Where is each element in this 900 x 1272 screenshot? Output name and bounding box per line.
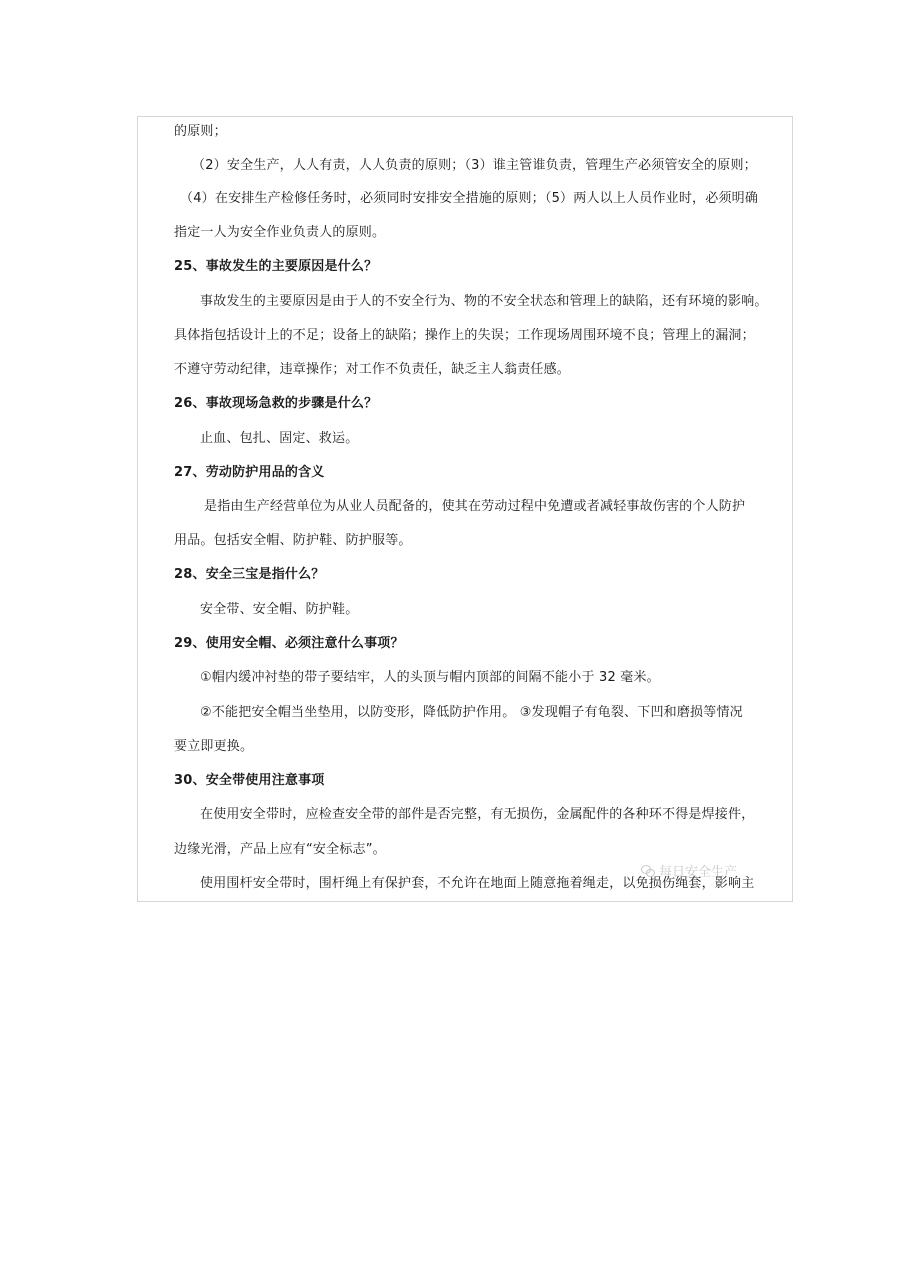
text-line: 要立即更换。 bbox=[174, 739, 254, 754]
text-line: 边缘光滑，产品上应有“安全标志”。 bbox=[174, 842, 386, 857]
text-line: （4）在安排生产检修任务时，必须同时安排安全措施的原则；（5）两人以上人员作业时，必须明确 bbox=[180, 191, 759, 206]
section-heading: 29、使用安全帽、必须注意什么事项？ bbox=[174, 636, 404, 651]
text-line: 的原则； bbox=[174, 124, 227, 139]
section-heading: 30、安全带使用注意事项 bbox=[174, 773, 325, 788]
text-line: （2）安全生产，人人有责，人人负责的原则；（3）谁主管谁负责，管理生产必须管安全的原则； bbox=[192, 158, 757, 173]
text-line: 不遵守劳动纪律，违章操作；对工作不负责任，缺乏主人翁责任感。 bbox=[174, 362, 571, 377]
text-line: 安全带、安全帽、防护鞋。 bbox=[200, 602, 359, 617]
section-heading: 25、事故发生的主要原因是什么？ bbox=[174, 259, 378, 274]
text-line: ①帽内缓冲衬垫的带子要结牢，人的头顶与帽内顶部的间隔不能小于 32 毫米。 bbox=[200, 670, 660, 685]
text-line: 使用围杆安全带时，围杆绳上有保护套，不允许在地面上随意拖着绳走，以免损伤绳套，影响主 bbox=[200, 876, 755, 891]
text-line: 事故发生的主要原因是由于人的不安全行为、物的不安全状态和管理上的缺陷，还有环境的影响。 bbox=[200, 294, 768, 309]
document-page bbox=[137, 116, 793, 902]
watermark-text: 每日安全生产 bbox=[659, 865, 738, 880]
text-line: 用品。包括安全帽、防护鞋、防护服等。 bbox=[174, 533, 412, 548]
wechat-icon bbox=[641, 865, 655, 877]
section-heading: 26、事故现场急救的步骤是什么？ bbox=[174, 396, 378, 411]
text-line: 指定一人为安全作业负责人的原则。 bbox=[174, 225, 386, 240]
section-heading: 28、安全三宝是指什么？ bbox=[174, 567, 325, 582]
text-line: 具体指包括设计上的不足；设备上的缺陷；操作上的失误；工作现场周围环境不良；管理上的漏洞； bbox=[174, 328, 755, 343]
watermark bbox=[641, 861, 737, 880]
text-line: ②不能把安全帽当坐垫用，以防变形，降低防护作用。 ③发现帽子有龟裂、下凹和磨损等情况 bbox=[200, 705, 743, 720]
section-heading: 27、劳动防护用品的含义 bbox=[174, 465, 325, 480]
text-line: 在使用安全带时，应检查安全带的部件是否完整，有无损伤，金属配件的各种环不得是焊接件， bbox=[200, 807, 755, 822]
text-line: 是指由生产经营单位为从业人员配备的，使其在劳动过程中免遭或者减轻事故伤害的个人防护 bbox=[204, 499, 746, 514]
text-line: 止血、包扎、固定、救运。 bbox=[200, 431, 359, 446]
